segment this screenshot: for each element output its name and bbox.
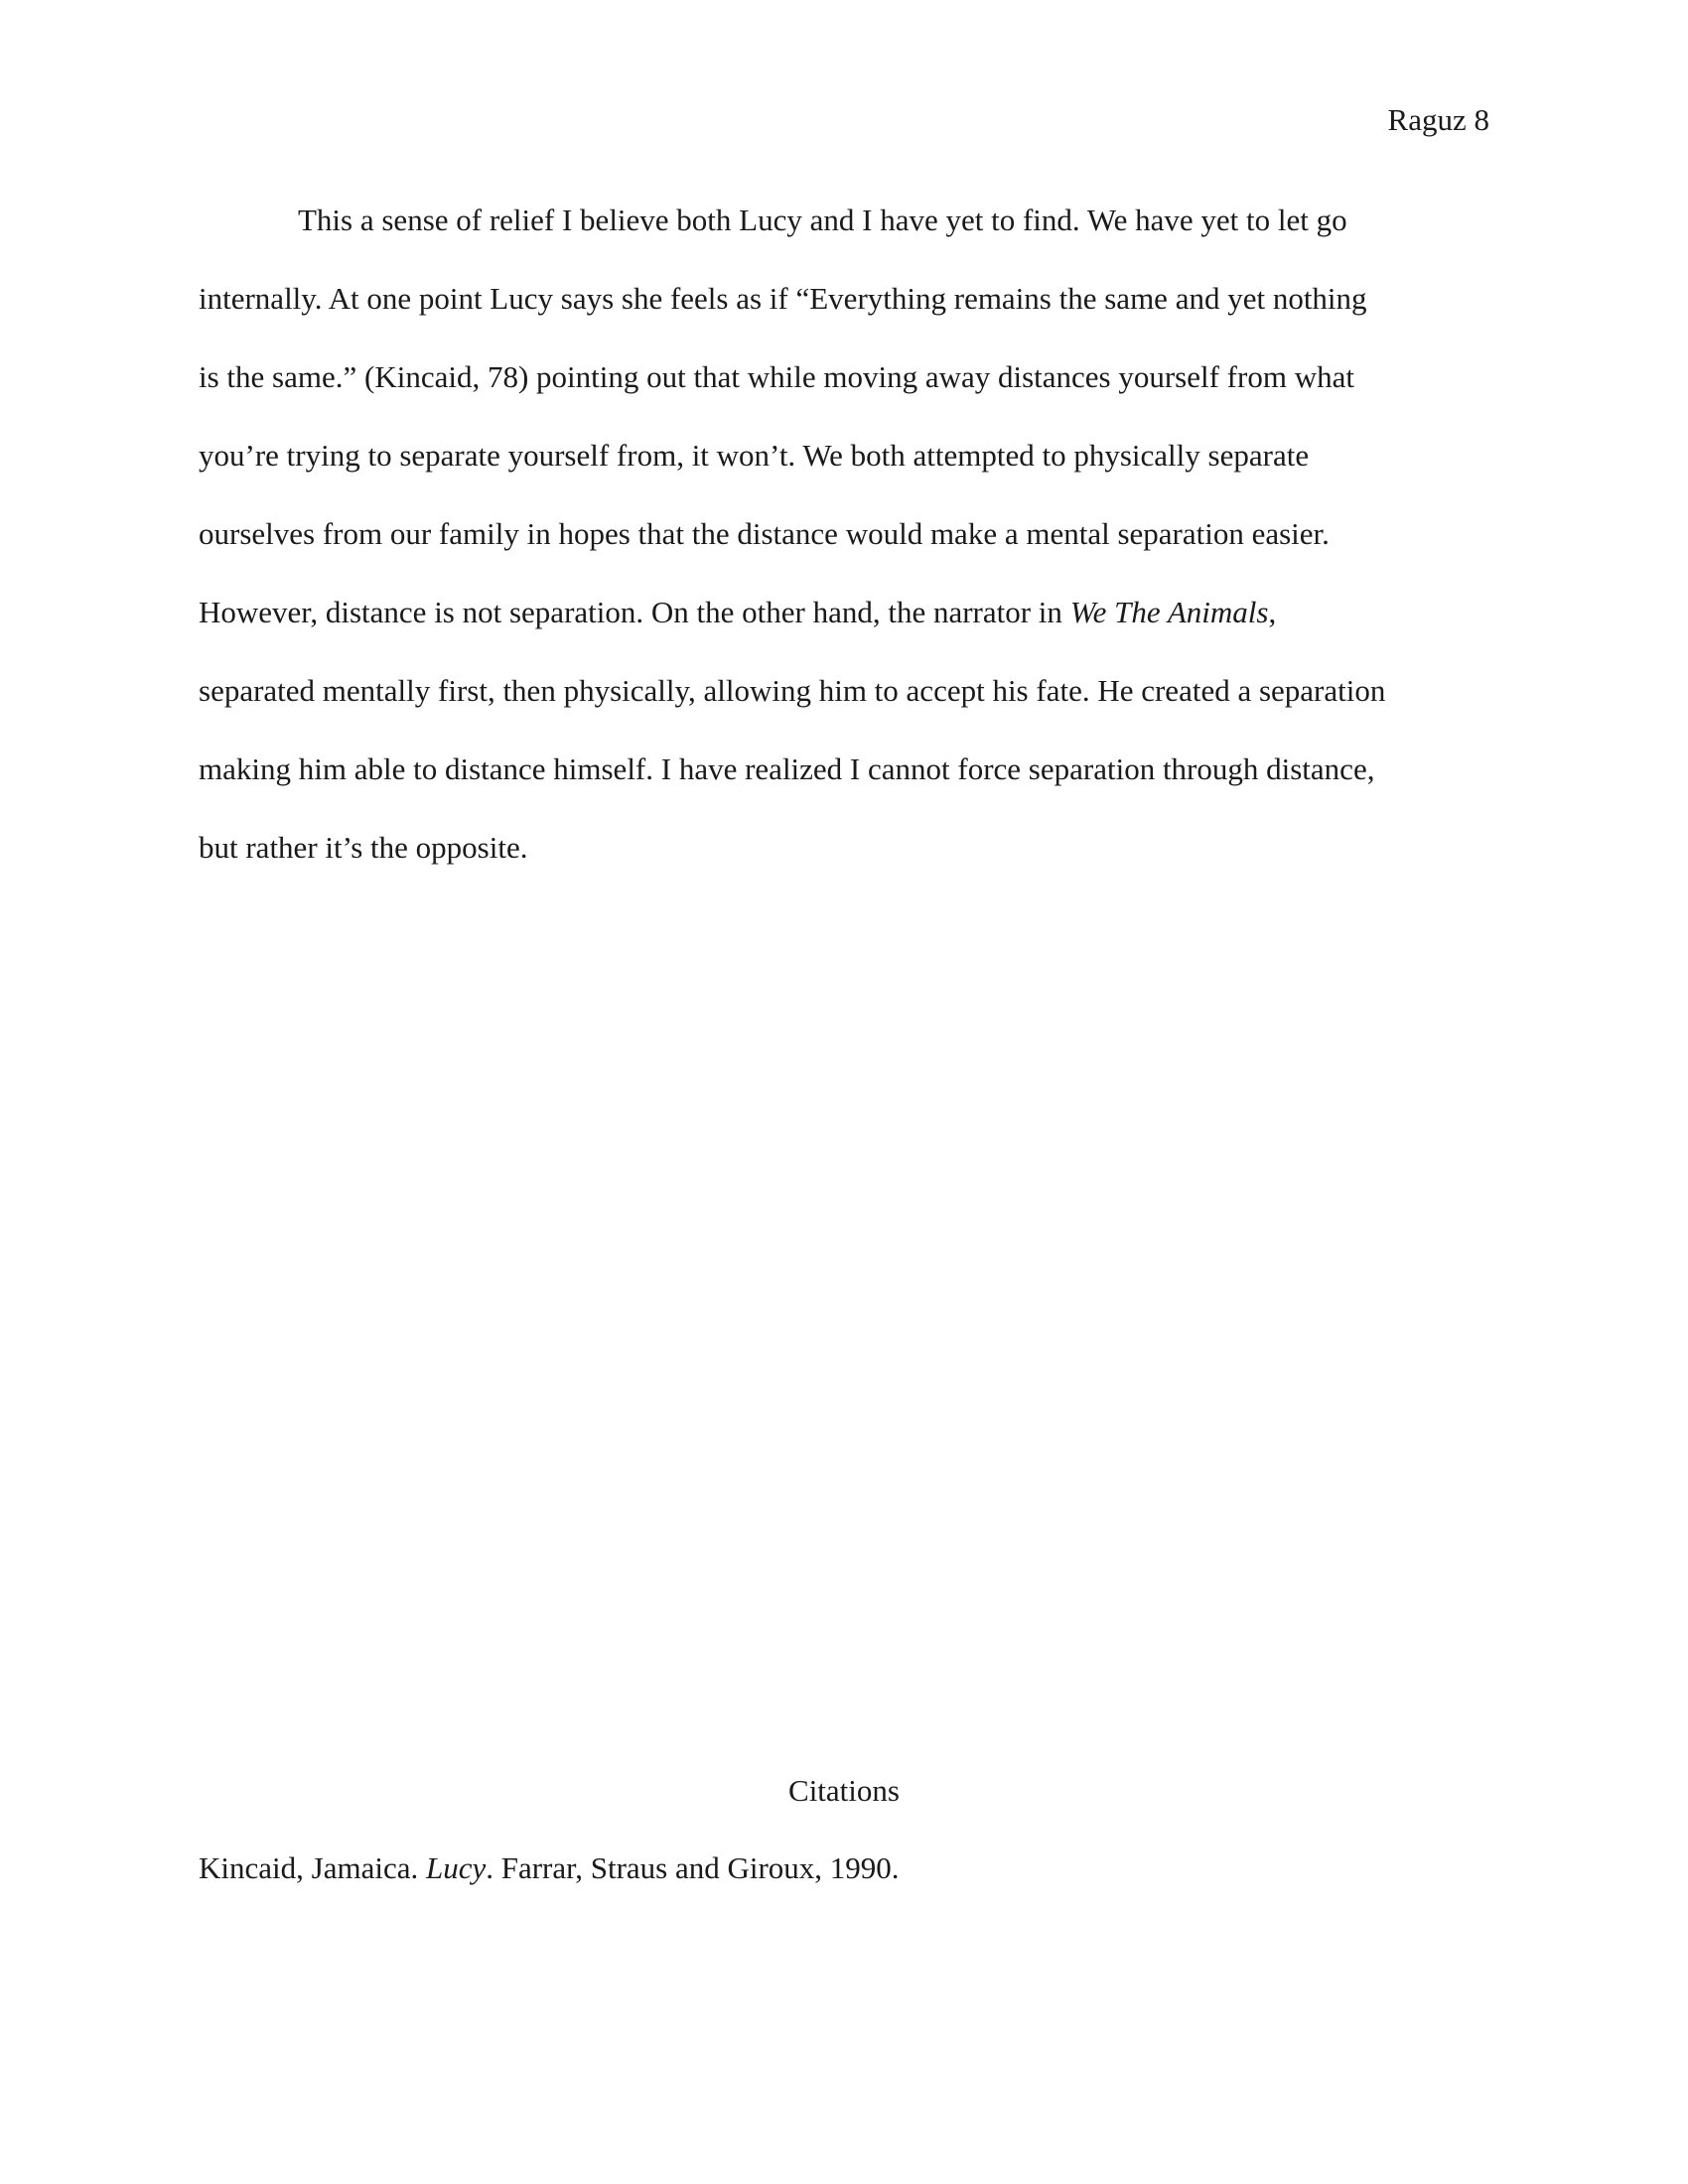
paragraph-line: separated mentally first, then physically, allowing him to accept his fate. He created a separation xyxy=(199,673,1386,708)
paragraph-line: you’re trying to separate yourself from, it won’t. We both attempted to physically separate xyxy=(199,438,1310,473)
citation-title: Lucy xyxy=(425,1850,487,1885)
body-paragraph xyxy=(199,201,1489,906)
paragraph-line: ourselves from our family in hopes that the distance would make a mental separation easier. xyxy=(199,516,1330,551)
paragraph-line: This a sense of relief I believe both Lucy and I have yet to find. We have yet to let go xyxy=(298,203,1347,237)
citation-publisher: . Farrar, Straus and Giroux, 1990. xyxy=(486,1850,900,1885)
paragraph-line: but rather it’s the opposite. xyxy=(199,830,528,865)
citation-entry xyxy=(199,1848,900,1888)
paragraph-line: is the same.” (Kincaid, 78) pointing out that while moving away distances yourself from what xyxy=(199,359,1354,394)
line-text: However, distance is not separation. On the other hand, the narrator in xyxy=(199,595,1070,629)
book-title-italic: We The Animals xyxy=(1069,595,1269,629)
citations-heading: Citations xyxy=(788,1773,900,1808)
citation-author: Kincaid, Jamaica. xyxy=(199,1850,426,1885)
paragraph-line: internally. At one point Lucy says she feels as if “Everything remains the same and yet nothing xyxy=(199,281,1367,316)
line-text: , xyxy=(1268,595,1277,629)
paragraph-line xyxy=(199,593,1489,671)
paragraph-line: making him able to distance himself. I have realized I cannot force separation through distance, xyxy=(199,751,1375,786)
running-header: Raguz 8 xyxy=(1387,102,1489,137)
